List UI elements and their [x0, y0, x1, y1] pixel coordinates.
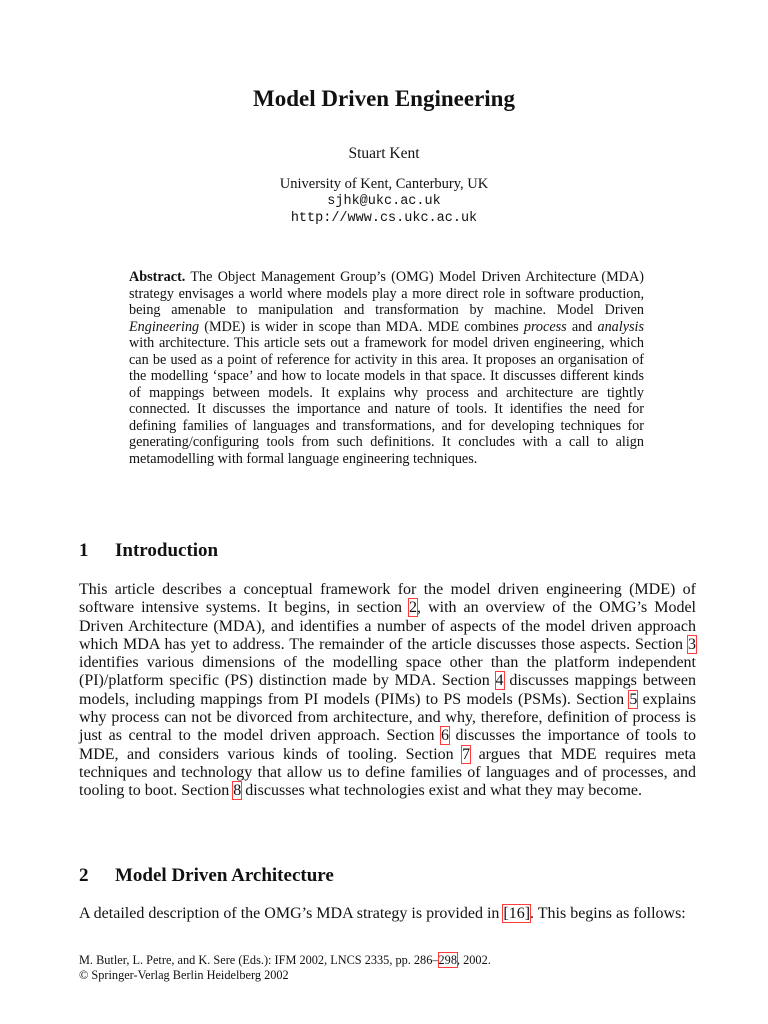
abstract-text-4: with architecture. This article sets out a framework for model driven engineering, which can be used as a point of reference for activity in this area. It proposes an organisation of the modelling ‘space’ and how to locate models in that space. It discusses different kinds of mappings between models. It explains why process and architecture are tightly connected. It discusses the importance and nature of tools. It identifies the need for defining families of languages and transformations, and for developing techniques for generating/configuring tools from such definitions. It concludes with a call to align metamodelling with formal language engineering techniques. [129, 335, 644, 467]
intro-text: argues that MDE requires meta techniques and technology that allow us to define families of languages and of processes, and tooling to boot. Section [79, 745, 697, 800]
author-name: Stuart Kent [348, 145, 420, 162]
abstract-text-2: (MDE) is wider in scope than MDA. MDE combines [199, 318, 524, 335]
section-number: 1 [79, 540, 89, 561]
section-number: 2 [79, 865, 89, 886]
section-ref-link[interactable]: 6 [441, 727, 449, 745]
mda-paragraph [79, 905, 696, 923]
intro-text: , with an overview of the OMG’s Model Driven Architecture (MDA), and identifies a number of aspects of the model driven approach which MDA has yet to address. The remainder of the article discusses those aspects. Section [79, 599, 696, 653]
publication-text: , 2002. [456, 953, 491, 967]
publication-text: M. Butler, L. Petre, and K. Sere (Eds.): IFM 2002, LNCS 2335, pp. 286– [79, 953, 439, 967]
introduction-paragraph [79, 581, 696, 801]
abstract-text-1: The Object Management Group’s (OMG) Model Driven Architecture (MDA) strategy envisages a world where models play a more direct role in software production, being amenable to manipulation and transformation by machine. Model Driven [129, 269, 644, 318]
affiliation: University of Kent, Canterbury, UK [279, 176, 489, 192]
abstract [129, 269, 644, 467]
section-ref-link[interactable]: 5 [629, 690, 638, 708]
section-ref-link[interactable]: 3 [688, 635, 696, 653]
abstract-label: Abstract. [129, 269, 186, 285]
section-title: Model Driven Architecture [115, 865, 334, 886]
section-ref-link[interactable]: 7 [462, 745, 471, 763]
section-ref-link[interactable]: 2 [409, 599, 418, 617]
abstract-em-process: process [523, 318, 567, 335]
paper-title: Model Driven Engineering [253, 86, 515, 111]
abstract-text-3: and [566, 318, 598, 335]
copyright-notice: © Springer-Verlag Berlin Heidelberg 2002 [79, 968, 289, 982]
section-ref-link[interactable]: 8 [233, 782, 242, 800]
section-heading-mda [79, 865, 334, 887]
mda-text: A detailed description of the OMG’s MDA strategy is provided in [79, 905, 504, 922]
intro-text: identifies various dimensions of the modelling space other than the platform independent (PI)/platform specific (PS) distinction made by MDA. Section [79, 654, 696, 690]
page-footer [79, 953, 696, 983]
abstract-em-engineering: Engineering [129, 318, 200, 335]
mda-text: . This begins as follows: [530, 905, 686, 922]
author-url-link[interactable]: http://www.cs.ukc.ac.uk [290, 211, 478, 226]
intro-text: explains why process can not be divorced from architecture, and why, therefore, definition of process is just as central to the model driven approach. Section [79, 690, 696, 745]
intro-text: discusses what technologies exist and what they may become. [241, 782, 643, 800]
page-range-link[interactable]: 298 [438, 953, 457, 967]
section-title: Introduction [115, 540, 219, 561]
intro-text: discusses the importance of tools to MDE, and considers various kinds of tooling. Section [79, 727, 696, 763]
intro-text: This article describes a conceptual framework for the model driven engineering (MDE) of software intensive systems. It begins, in section [79, 581, 696, 617]
section-heading-introduction [79, 540, 218, 562]
abstract-em-analysis: analysis [597, 318, 644, 335]
publication-info [79, 953, 696, 968]
author-email[interactable]: sjhk@ukc.ac.uk [327, 194, 441, 209]
intro-text: discusses mappings between models, including mappings from PI models (PIMs) to PS models (PSMs). Section [79, 672, 696, 708]
citation-link[interactable]: [16] [503, 905, 531, 922]
section-ref-link[interactable]: 4 [495, 672, 504, 690]
author-affiliation-block [0, 176, 768, 227]
